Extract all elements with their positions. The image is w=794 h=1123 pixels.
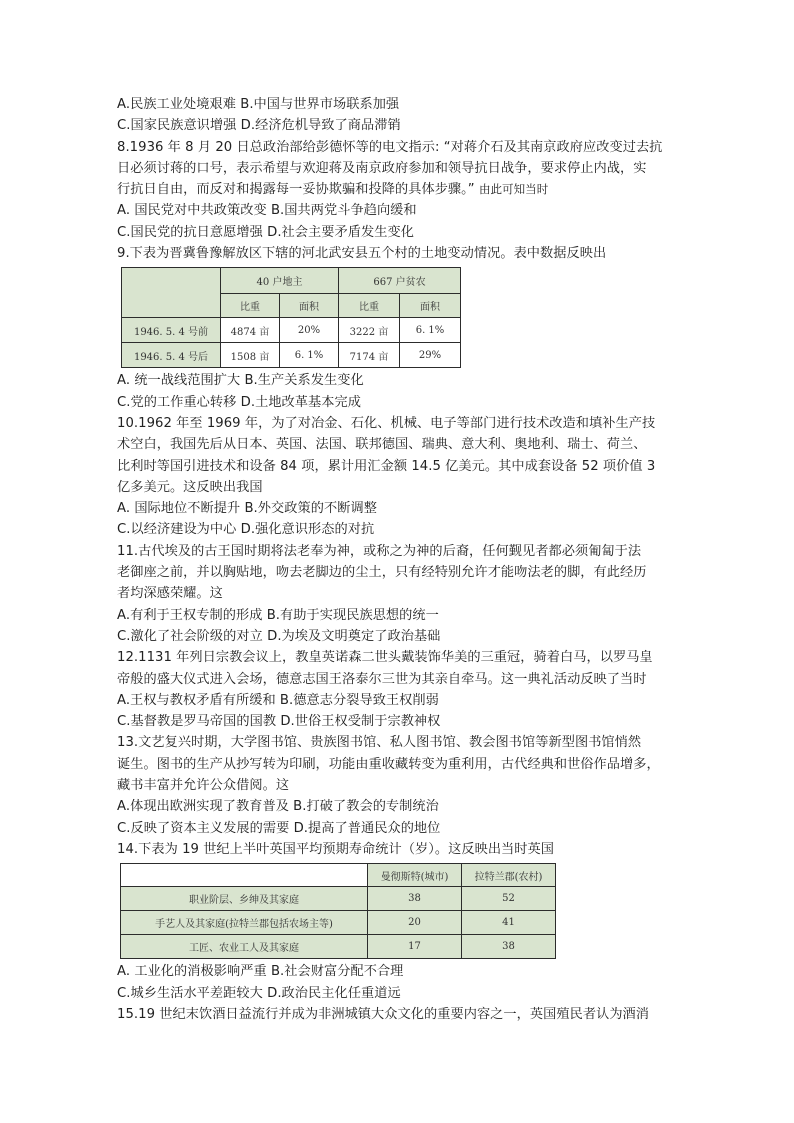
q14-option-line: C.城乡生活水平差距较大 D.政治民主化任重道远	[117, 985, 401, 1001]
option-line: C.国家民族意识增强 D.经济危机导致了商品滞销	[117, 118, 401, 134]
q13-stem-line: 13.文艺复兴时期，大学图书馆、贵族图书馆、私人图书馆、教会图书馆等新型图书馆悄然	[117, 735, 642, 751]
q10-option-line: A. 国际地位不断提升 B.外交政策的不断调整	[117, 501, 377, 517]
option-line: A.民族工业处境艰难 B.中国与世界市场联系加强	[117, 97, 400, 112]
table-row	[122, 343, 461, 368]
table-row-label: 1946. 5. 4 号后	[122, 343, 221, 368]
table-row	[121, 911, 556, 935]
table-sub-header: 比重	[339, 294, 400, 318]
table-cell: 4874 亩	[221, 318, 280, 343]
q14-stem: 14.下表为 19 世纪上半叶英国平均预期寿命统计（岁）。这反映出当时英国	[117, 841, 555, 857]
q12-stem-line: 12.1131 年列日宗教会议上，教皇英诺森二世头戴装饰华美的三重冠，骑着白马，以罗马皇	[117, 650, 653, 666]
life-expectancy-table	[120, 863, 556, 959]
q13-stem-line: 藏书丰富并允许公众借阅。这	[117, 778, 290, 794]
table-cell: 20	[368, 911, 462, 935]
table-row-label: 职业阶层、乡绅及其家庭	[121, 887, 368, 911]
q13-stem-line: 诞生。图书的生产从抄写转为印刷，功能由重收藏转变为重利用，古代经典和世俗作品增多，	[117, 756, 660, 772]
table-cell: 38	[462, 935, 556, 959]
exam-page	[117, 94, 687, 1025]
q8-stem-tail: 由此可知当时	[478, 182, 549, 197]
table-cell: 3222 亩	[339, 318, 400, 343]
table-cell: 6. 1%	[400, 318, 461, 343]
table-cell: 1508 亩	[221, 343, 280, 368]
q11-stem-line: 11.古代埃及的古王国时期将法老奉为神，或称之为神的后裔，任何觐见者都必须匍匐于法	[117, 543, 642, 559]
q8-stem-line: 8.1936 年 8 月 20 日总政治部给彭德怀等的电文指示: “对蒋介石及其南京政府应改变过去抗	[117, 139, 663, 155]
q11-stem-line: 老御座之前，并以胸贴地，吻去老脚边的尘土，只有经特别允许才能吻法老的脚，有此经历	[117, 565, 647, 581]
table-cell: 41	[462, 911, 556, 935]
q8-option-line: C.国民党的抗日意愿增强 D.社会主要矛盾发生变化	[117, 224, 414, 240]
q11-option-line: C.激化了社会阶级的对立 D.为埃及文明奠定了政治基础	[117, 628, 441, 644]
table-header: 拉特兰郡(农村)	[462, 864, 556, 887]
q12-stem-line: 帝般的盛大仪式进入会场，德意志国王洛泰尔三世为其亲自牵马。这一典礼活动反映了当时	[117, 671, 647, 687]
table-row-label: 1946. 5. 4 号前	[122, 318, 221, 343]
table-header: 曼彻斯特(城市)	[368, 864, 462, 887]
q10-option-line: C.以经济建设为中心 D.强化意识形态的对抗	[117, 522, 375, 538]
table-cell: 20%	[280, 318, 339, 343]
q10-stem-line: 亿多美元。这反映出我国	[117, 479, 263, 495]
table-row-label: 手艺人及其家庭(拉特兰郡包括农场主等)	[121, 911, 368, 935]
table-cell: 7174 亩	[339, 343, 400, 368]
table-cell: 52	[462, 887, 556, 911]
land-change-table	[121, 267, 461, 368]
q10-stem-line: 术空白，我国先后从日本、英国、法国、联邦德国、瑞典、意大利、奥地利、瑞士、荷兰、	[117, 437, 647, 453]
q9-option-line: C.党的工作重心转移 D.土地改革基本完成	[117, 394, 361, 410]
table-row	[121, 935, 556, 959]
table-group-header: 40 户地主	[221, 268, 339, 294]
q14-option-line: A. 工业化的消极影响严重 B.社会财富分配不合理	[117, 964, 404, 980]
q11-stem-line: 者均深感荣耀。这	[117, 586, 223, 602]
q9-stem: 9.下表为晋冀鲁豫解放区下辖的河北武安县五个村的土地变动情况。表中数据反映出	[117, 246, 607, 262]
q12-option-line: C.基督教是罗马帝国的国教 D.世俗王权受制于宗教神权	[117, 714, 441, 730]
q10-stem-line: 比利时等国引进技术和设备 84 项，累计用汇金额 14.5 亿美元。其中成套设备 52 项价值 3	[117, 458, 656, 474]
q13-option-line: A.体现出欧洲实现了教育普及 B.打破了教会的专制统治	[117, 799, 439, 815]
q8-stem-line	[117, 179, 687, 200]
q12-option-line: A.王权与教权矛盾有所缓和 B.德意志分裂导致王权削弱	[117, 692, 439, 708]
q8-stem-text: 行抗日自由，而反对和揭露每一妥协欺骗和投降的具体步骤。”	[117, 182, 475, 198]
table-cell: 17	[368, 935, 462, 959]
table-sub-header: 面积	[400, 294, 461, 318]
q8-option-line: A. 国民党对中共政策改变 B.国共两党斗争趋向缓和	[117, 203, 417, 219]
q10-stem-line: 10.1962 年至 1969 年，为了对冶金、石化、机械、电子等部门进行技术改造和填补生产技	[117, 415, 656, 431]
table-group-header: 667 户贫农	[339, 268, 461, 294]
q13-option-line: C.反映了资本主义发展的需要 D.提高了普通民众的地位	[117, 820, 441, 836]
table-row	[121, 887, 556, 911]
table-sub-header: 比重	[221, 294, 280, 318]
q15-stem-line: 15.19 世纪末饮酒日益流行并成为非洲城镇大众文化的重要内容之一，英国殖民者认为酒消	[117, 1006, 650, 1022]
table-sub-header: 面积	[280, 294, 339, 318]
table-row	[122, 318, 461, 343]
q9-option-line: A. 统一战线范围扩大 B.生产关系发生变化	[117, 373, 364, 389]
table-corner-cell	[122, 268, 221, 318]
q8-stem-line: 日必须讨蒋的口号，表示希望与欢迎蒋及南京政府参加和领导抗日战争，要求停止内战，实	[117, 160, 647, 176]
table-row-label: 工匠、农业工人及其家庭	[121, 935, 368, 959]
q11-option-line: A.有利于王权专制的形成 B.有助于实现民族思想的统一	[117, 607, 439, 623]
table-corner-cell	[121, 864, 368, 887]
table-cell: 6. 1%	[280, 343, 339, 368]
table-cell: 29%	[400, 343, 461, 368]
table-cell: 38	[368, 887, 462, 911]
